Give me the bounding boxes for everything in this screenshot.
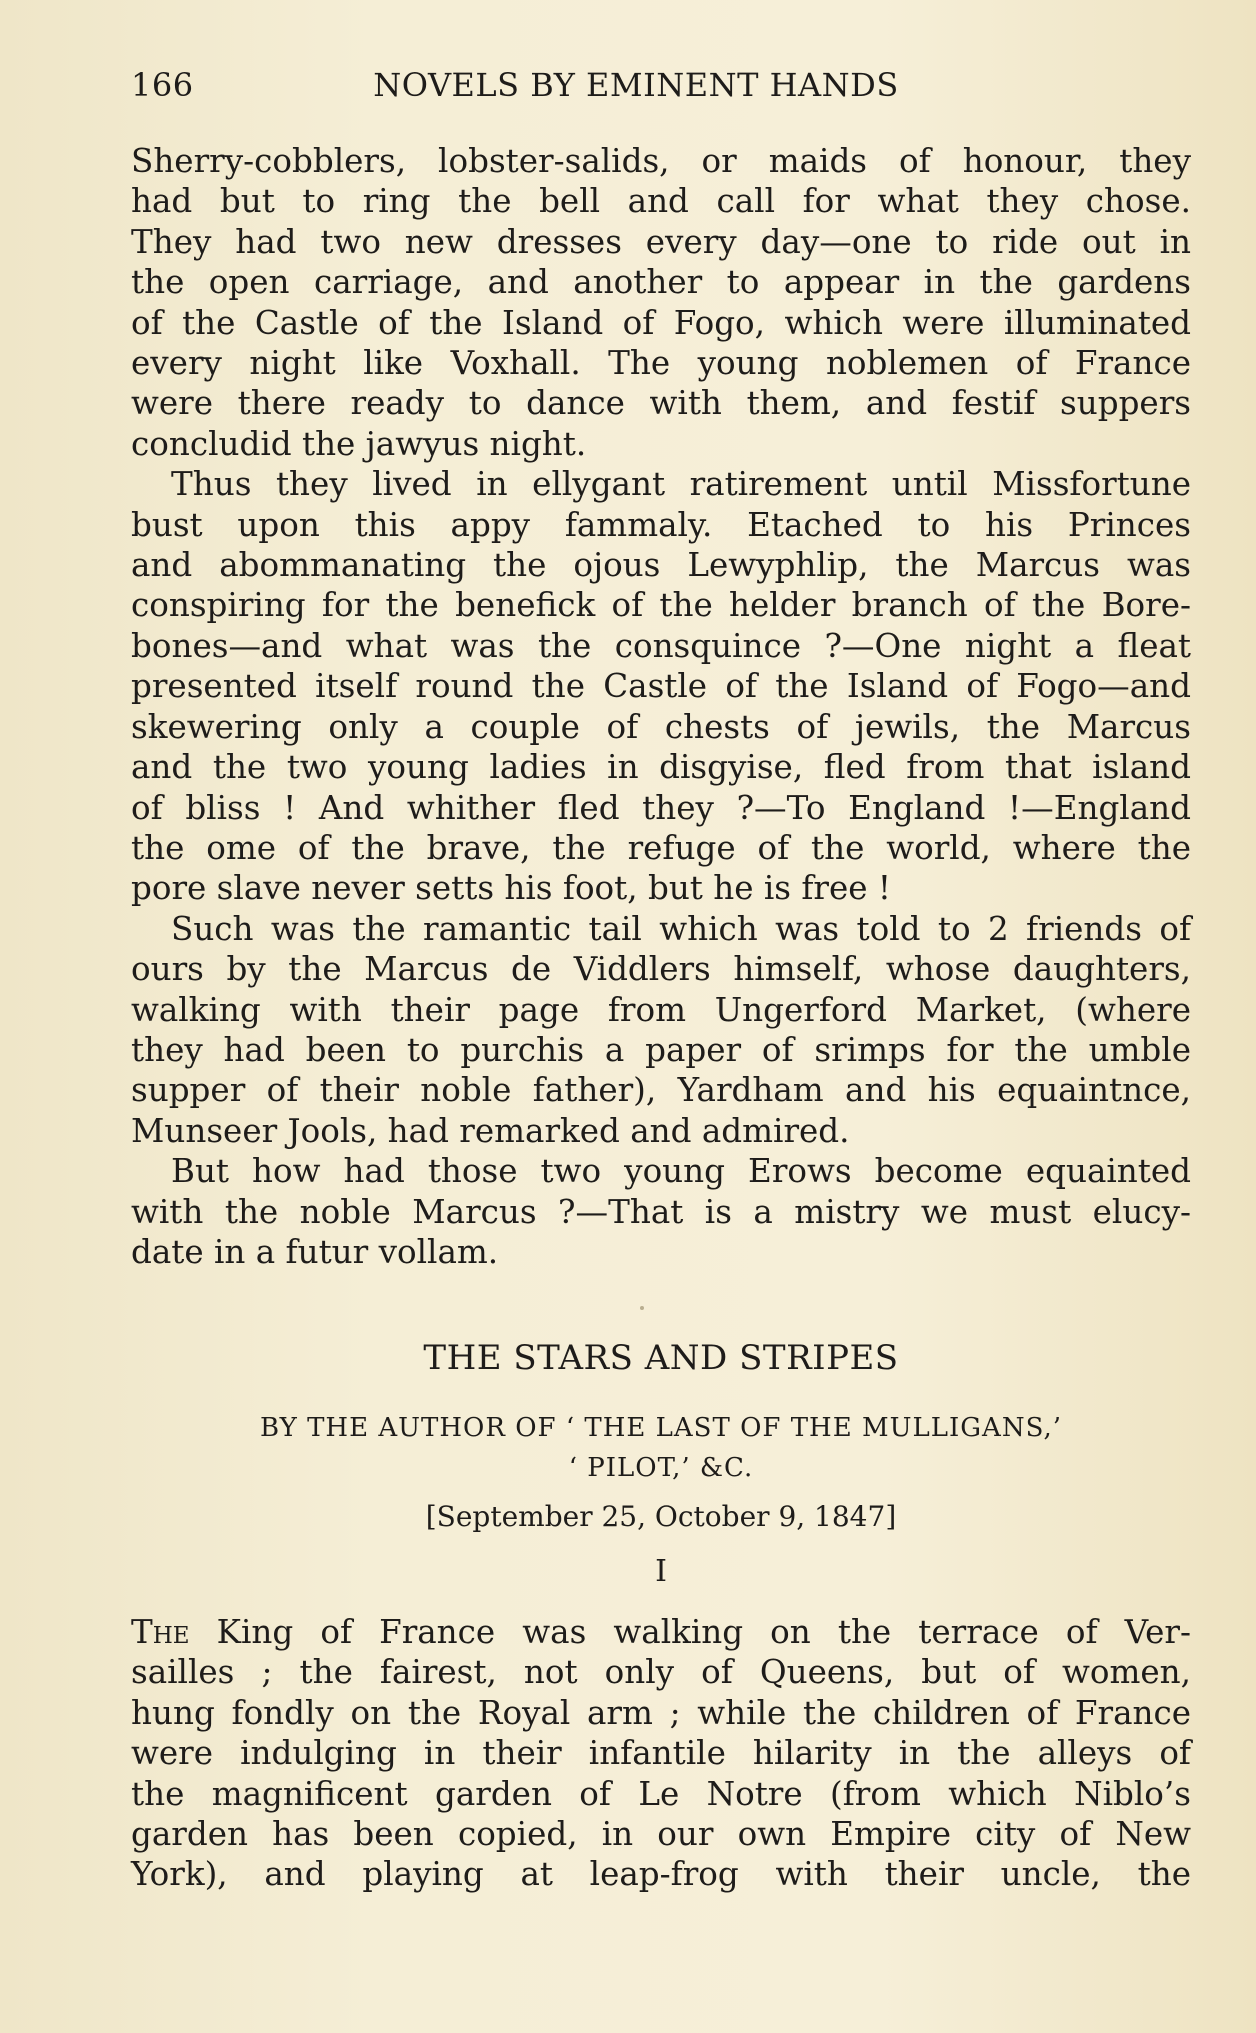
text-line: But how had those two young Erows become equainted [171, 1152, 1191, 1191]
text-line: garden has been copied, in our own Empire city of New [131, 1815, 1191, 1854]
text-line: of the Castle of the Island of Fogo, which were illuminated [131, 303, 1191, 342]
text-line: the magnificent garden of Le Notre (from which Niblo’s [131, 1774, 1191, 1813]
text-block-1 [131, 141, 1191, 1272]
chapter-title: THE STARS AND STRIPES [423, 1338, 899, 1378]
publication-date: [September 25, October 9, 1847] [425, 1500, 897, 1533]
text-line: Munseer Jools, had remarked and admired. [131, 1111, 850, 1150]
text-line: Sherry-cobblers, lobster-salids, or maids of honour, they [131, 142, 1191, 180]
text-line: presented itself round the Castle of the Island of Fogo—and [131, 667, 1191, 706]
text-line: conspiring for the benefick of the helder branch of the Bore- [131, 586, 1191, 625]
page-number: 166 [131, 66, 194, 104]
chapter-number: I [655, 1554, 667, 1589]
text-line: the ome of the brave, the refuge of the world, where the [131, 828, 1191, 867]
text-block-2 [131, 1612, 1191, 1895]
paper-speck [640, 1306, 644, 1310]
text-line: Thus they lived in ellygant ratirement until Missfortune [171, 465, 1191, 504]
text-line: pore slave never setts his foot, but he is free ! [131, 869, 892, 908]
opening-word: The [131, 1613, 190, 1651]
text-line: bust upon this appy fammaly. Etached to his Princes [131, 505, 1191, 544]
text-line: They had two new dresses every day—one to ride out in [131, 222, 1191, 261]
page-header [131, 66, 1191, 110]
text-line: and the two young ladies in disgyise, fled from that island [131, 748, 1191, 787]
text-line: date in a futur vollam. [131, 1232, 499, 1271]
text-line: York), and playing at leap-frog with their uncle, the [131, 1855, 1191, 1894]
running-title: NOVELS BY EMINENT HANDS [373, 66, 899, 104]
text-line [131, 1612, 1191, 1652]
text-line: had but to ring the bell and call for what they chose. [131, 182, 1191, 221]
text-line: every night like Voxhall. The young noblemen of France [131, 344, 1191, 383]
text-line: the open carriage, and another to appear in the gardens [131, 263, 1191, 302]
text-line: with the noble Marcus ?—That is a mistry we must elucy- [131, 1192, 1191, 1231]
text-line: and abommanating the ojous Lewyphlip, the Marcus was [131, 546, 1191, 585]
text-line: hung fondly on the Royal arm ; while the children of France [131, 1693, 1191, 1732]
text-line-rest: King of France was walking on the terrace of Ver- [189, 1613, 1191, 1651]
text-line: were there ready to dance with them, and festif suppers [131, 384, 1191, 423]
text-line: were indulging in their infantile hilarity in the alleys of [131, 1734, 1191, 1773]
text-line: Such was the ramantic tail which was told to 2 friends of [171, 909, 1191, 948]
text-line: concludid the jawyus night. [131, 424, 587, 463]
text-line: walking with their page from Ungerford Market, (where [131, 990, 1191, 1029]
text-line: sailles ; the fairest, not only of Queens, but of women, [131, 1653, 1191, 1692]
text-line: bones—and what was the consquince ?—One night a fleat [131, 626, 1191, 665]
byline-line: ‘ PILOT,’ &C. [568, 1453, 754, 1483]
text-line: of bliss ! And whither fled they ?—To England !—England [131, 788, 1191, 827]
byline [131, 1408, 1191, 1488]
byline-line: BY THE AUTHOR OF ‘ THE LAST OF THE MULLIGANS,’ [260, 1413, 1062, 1443]
text-line: skewering only a couple of chests of jewils, the Marcus [131, 707, 1191, 746]
text-line: they had been to purchis a paper of srimps for the umble [131, 1030, 1191, 1069]
text-line: ours by the Marcus de Viddlers himself, whose daughters, [131, 950, 1191, 989]
text-line: supper of their noble father), Yardham and his equaintnce, [131, 1071, 1191, 1110]
